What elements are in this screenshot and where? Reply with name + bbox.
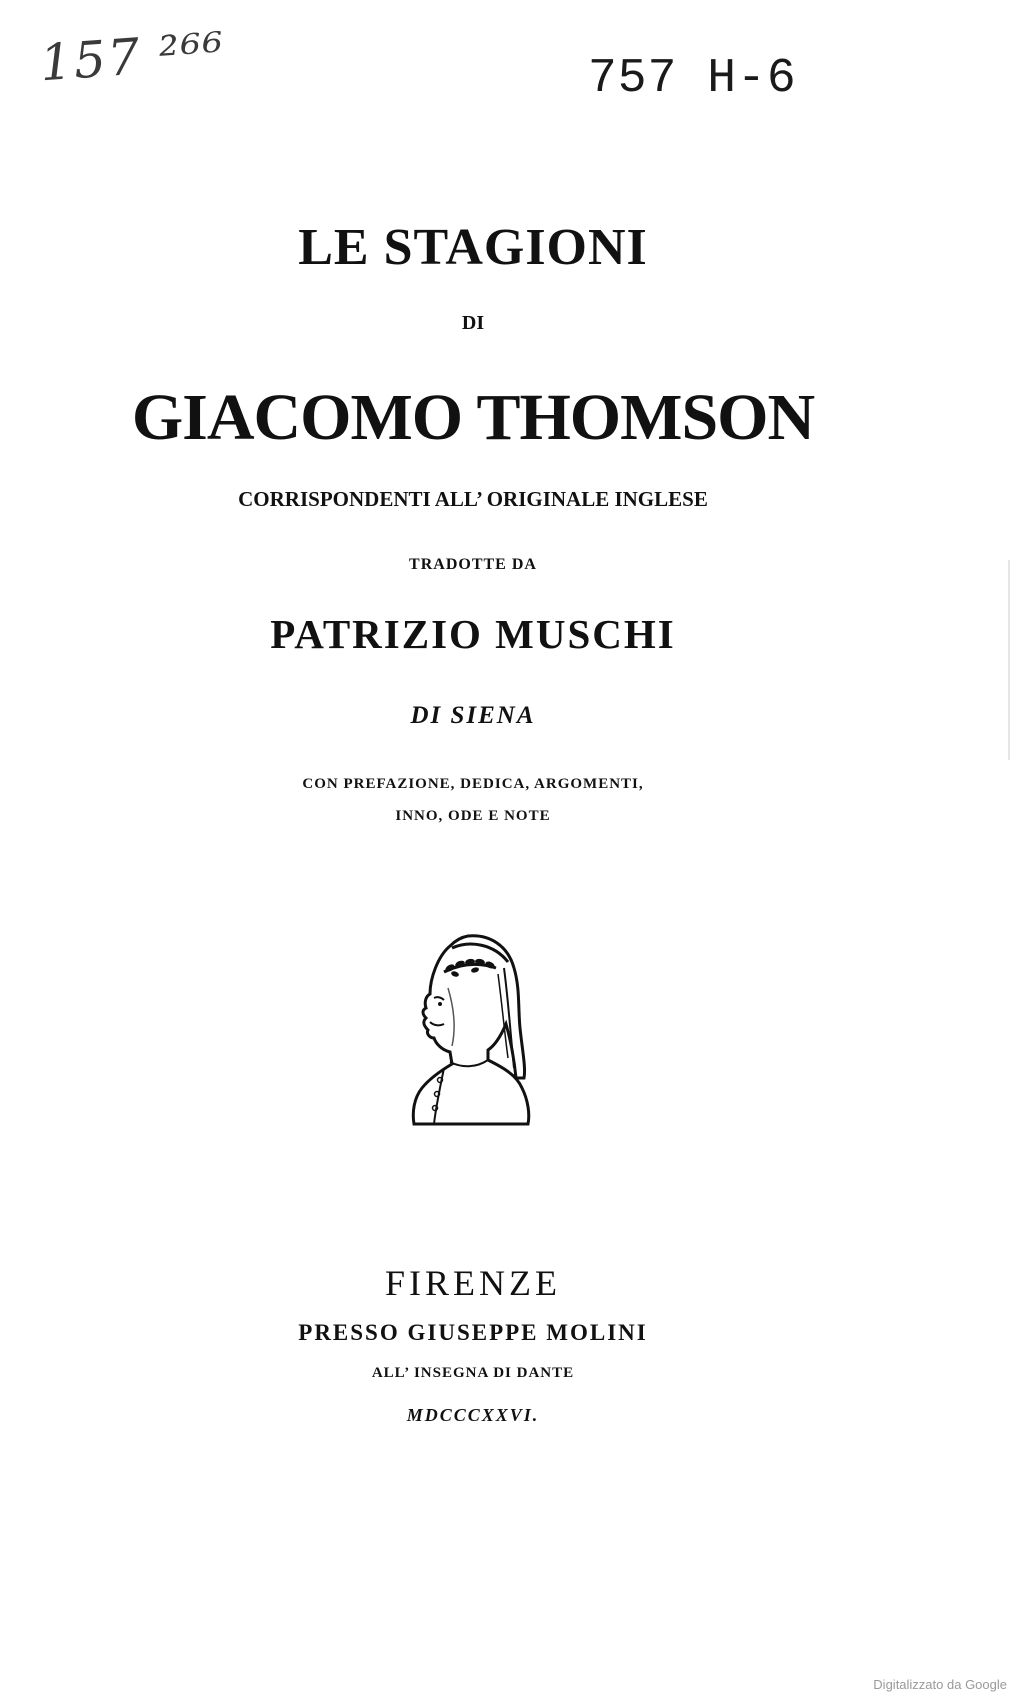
- publication-year: MDCCCXXVI.: [406, 1405, 540, 1425]
- handwritten-note: 157 ²⁶⁶: [38, 21, 228, 93]
- digitization-credit: Digitalizzato da Google: [873, 1677, 1007, 1692]
- translator-origin: DI SIENA: [410, 702, 536, 729]
- by-label: DI: [461, 312, 485, 334]
- shelfmark: 757 H-6: [588, 52, 797, 106]
- dante-portrait-icon: [404, 928, 534, 1128]
- publisher-sign: ALL’ INSEGNA DI DANTE: [371, 1365, 575, 1381]
- page-edge-shadow: [1008, 560, 1010, 760]
- translated-by-label: TRADOTTE DA: [409, 556, 537, 573]
- translator-name: PATRIZIO MUSCHI: [270, 611, 676, 657]
- book-title: LE STAGIONI: [298, 219, 648, 276]
- publication-city: FIRENZE: [385, 1263, 561, 1303]
- publisher-name: PRESSO GIUSEPPE MOLINI: [298, 1320, 648, 1345]
- author-name: GIACOMO THOMSON: [131, 381, 815, 454]
- contents-line-1: CON PREFAZIONE, DEDICA, ARGOMENTI,: [302, 776, 644, 792]
- contents-line-2: INNO, ODE E NOTE: [395, 808, 551, 824]
- subtitle-original: CORRISPONDENTI ALL’ ORIGINALE INGLESE: [238, 487, 708, 511]
